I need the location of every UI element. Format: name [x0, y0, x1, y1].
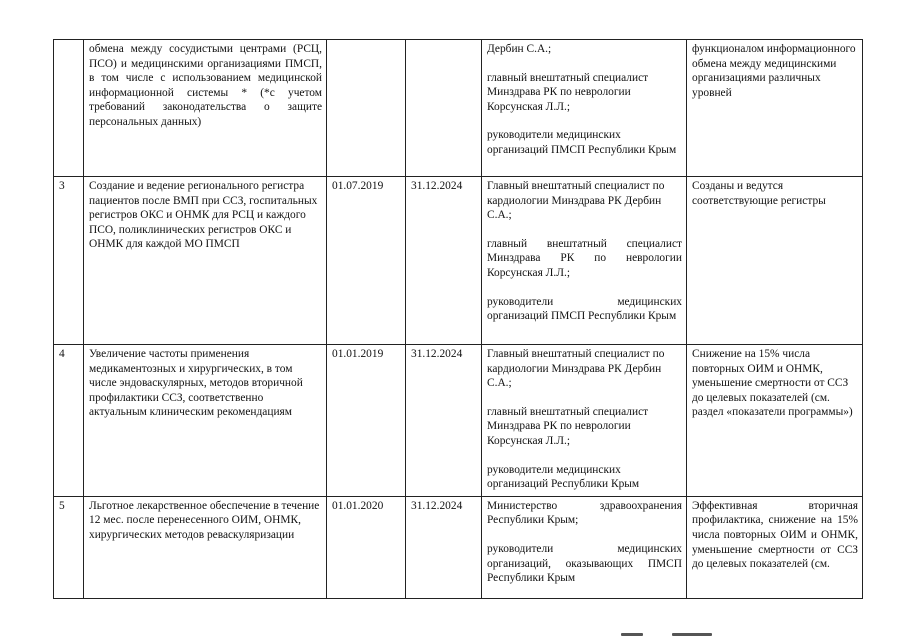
responsible-cell: [482, 496, 687, 598]
responsible-cell: [482, 177, 687, 345]
table-row: [54, 40, 863, 177]
start-date: 01.07.2019: [327, 177, 406, 345]
responsible-cell: [482, 345, 687, 497]
measure-name: обмена между сосудистыми центрами (РСЦ, ПСО) и медицинскими организациями ПМСП, в том числе с использованием медицинской информационной системы * (*с учетом требований законодательства о защите персональных данных): [84, 40, 327, 177]
table-row: [54, 345, 863, 497]
responsible-item: Главный внештатный специалист по кардиологии Минздрава РК Дербин С.А.;: [487, 348, 665, 390]
expected-result: Эффективная вторичная профилактика, снижение на 15% числа повторных ОИМ и ОНМК, уменьшение смертности от ССЗ до целевых показателей (см.: [687, 496, 863, 598]
responsible-item: главный внештатный специалист Минздрава РК по неврологии Корсунская Л.Л.;: [487, 405, 649, 447]
responsible-item: руководители медицинских организаций, оказывающих ПМСП Республики Крым: [487, 542, 682, 585]
expected-result: Снижение на 15% числа повторных ОИМ и ОНМК, уменьшение смертности от ССЗ до целевых показателей (см. раздел «показатели программы»): [687, 345, 863, 497]
end-date: 31.12.2024: [406, 496, 482, 598]
responsible-item: главный внештатный специалист Минздрава РК по неврологии Корсунская Л.Л.;: [487, 71, 649, 113]
responsible-item: руководители медицинских организаций ПМСП Республики Крым: [487, 129, 677, 156]
end-date: 31.12.2024: [406, 177, 482, 345]
table-row: [54, 177, 863, 345]
start-date: 01.01.2019: [327, 345, 406, 497]
responsible-item: Министерство здравоохранения Республики Крым;: [487, 499, 682, 527]
start-date: 01.01.2020: [327, 496, 406, 598]
scan-artifact: [672, 633, 712, 636]
end-date: 31.12.2024: [406, 345, 482, 497]
responsible-cell: [482, 40, 687, 177]
responsible-item: главный внештатный специалист Минздрава РК по неврологии Корсунская Л.Л.;: [487, 237, 682, 279]
row-number: 3: [54, 177, 84, 345]
scan-artifact: [621, 633, 643, 636]
measure-name: Увеличение частоты применения медикаментозных и хирургических, в том числе эндоваскулярных, методов вторичной профилактики ССЗ, соответственно актуальным клиническим рекомендациям: [84, 345, 327, 497]
row-number: 5: [54, 496, 84, 598]
expected-result: функционалом информационного обмена между медицинскими организациями различных уровней: [687, 40, 863, 177]
measure-name: Льготное лекарственное обеспечение в течение 12 мес. после перенесенного ОИМ, ОНМК, хирургических методов реваскуляризации: [84, 496, 327, 598]
expected-result: Созданы и ведутся соответствующие регистры: [687, 177, 863, 345]
row-number: 4: [54, 345, 84, 497]
responsible-item: руководители медицинских организаций ПМСП Республики Крым: [487, 295, 682, 323]
measure-name: Создание и ведение регионального регистра пациентов после ВМП при ССЗ, госпитальных регистров ОКС и ОНМК для РСЦ и каждого ПСО, поликлинических регистров ОКС и ОНМК для каждой МО ПМСП: [84, 177, 327, 345]
row-number: [54, 40, 84, 177]
measures-table: [53, 39, 863, 599]
end-date: [406, 40, 482, 177]
responsible-item: Дербин С.А.;: [487, 43, 552, 55]
start-date: [327, 40, 406, 177]
responsible-item: Главный внештатный специалист по кардиологии Минздрава РК Дербин С.А.;: [487, 180, 665, 222]
table-row: [54, 496, 863, 598]
responsible-item: руководители медицинских организаций Республики Крым: [487, 463, 640, 491]
